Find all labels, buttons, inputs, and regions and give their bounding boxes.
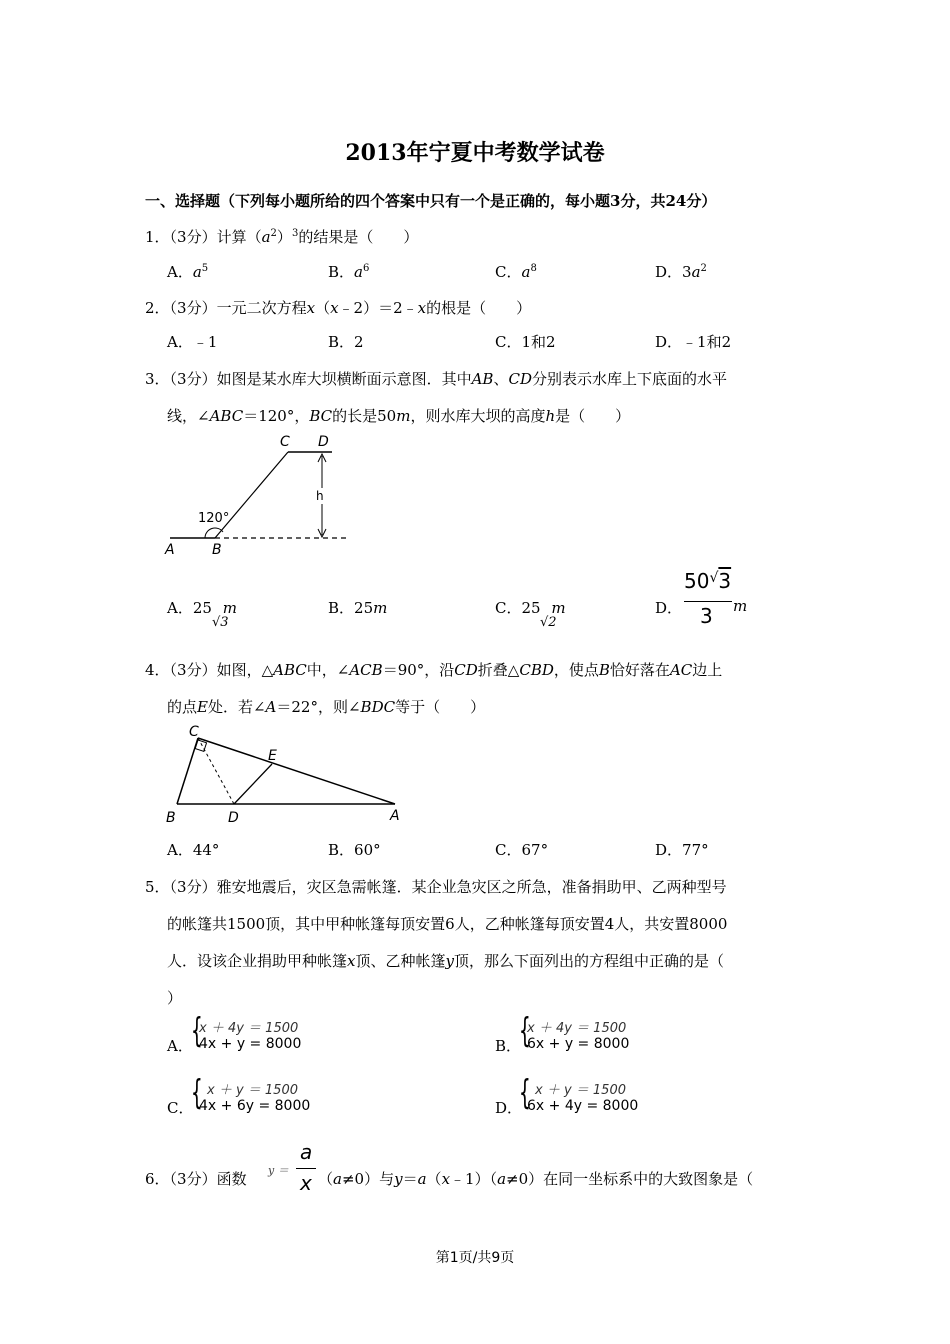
q5-option-a-label: A． xyxy=(167,1037,193,1055)
q6-fraction-denominator: x xyxy=(300,1171,312,1195)
segment-de xyxy=(234,764,272,804)
q2-option-b: B．2 xyxy=(328,333,364,351)
label-c: C xyxy=(189,724,199,740)
q5-option-a-system: x ＋ 4y ＝ 1500 4x + y = 8000 xyxy=(199,1021,302,1052)
q4-option-d: D．77° xyxy=(655,841,709,859)
side-ca xyxy=(198,738,395,804)
q5-option-d-system: x ＋ y ＝ 1500 6x + 4y = 8000 xyxy=(527,1083,639,1114)
q4-option-c: C．67° xyxy=(495,841,549,859)
angle-arc xyxy=(205,528,223,538)
q5-option-d-brace: { xyxy=(518,1073,531,1113)
question-5-line-1: 5．（3分）雅安地震后，灾区急需帐篷．某企业急灾区之所急，准备捐助甲、乙两种型号 xyxy=(145,878,727,896)
q6-fraction-numerator: a xyxy=(300,1140,313,1164)
label-d: D xyxy=(228,810,239,826)
q5-option-b-brace: { xyxy=(518,1011,531,1051)
q3-option-d-denominator: 3 xyxy=(700,604,713,628)
q2-option-c: C．1和2 xyxy=(495,333,556,351)
question-6-start: 6．（3分）函数 xyxy=(145,1170,247,1188)
q6-y-label: y ＝ xyxy=(268,1164,289,1177)
side-bc xyxy=(177,738,198,804)
q4-option-b: B．60° xyxy=(328,841,381,859)
label-b: B xyxy=(212,542,222,558)
triangle-figure xyxy=(160,722,410,830)
label-b: B xyxy=(166,810,176,826)
question-6-rest: （a≠0）与y＝a（x﹣1）（a≠0）在同一坐标系中的大致图象是（ xyxy=(318,1170,754,1188)
q6-fraction-bar xyxy=(296,1168,316,1169)
section-heading: 一、选择题（下列每小题所给的四个答案中只有一个是正确的，每小题3分，共24分） xyxy=(145,192,717,210)
q2-option-d: D．﹣1和2 xyxy=(655,333,732,351)
q5-option-b-label: B． xyxy=(495,1037,522,1055)
q5-option-d-label: D． xyxy=(495,1099,523,1117)
question-5-line-2: 的帐篷共1500顶，其中甲种帐篷每顶安置6人，乙种帐篷每顶安置4人，共安置8000 xyxy=(167,915,728,933)
label-c: C xyxy=(280,434,290,450)
label-a: A xyxy=(165,542,175,558)
q5-option-c-brace: { xyxy=(190,1073,203,1113)
q3-option-a: A．25 √3 m xyxy=(167,599,237,630)
question-5-line-4: ） xyxy=(167,989,183,1007)
question-3-line-2: 线，∠ABC＝120°，BC的长是50m，则水库大坝的高度h是（ ） xyxy=(167,407,631,425)
q5-option-c-system: x ＋ y ＝ 1500 4x + 6y = 8000 xyxy=(199,1083,311,1114)
q3-option-d-label: D． xyxy=(655,599,683,617)
page-footer: 第1页/共9页 xyxy=(435,1250,515,1266)
question-1: 1．（3分）计算$(a^2)^3$的结果是（ ） xyxy=(145,228,419,246)
q1-number: 1． xyxy=(145,228,170,246)
label-h: h xyxy=(316,489,324,503)
label-e: E xyxy=(268,748,277,764)
q3-option-d-numerator: 50√3 xyxy=(684,569,732,593)
q1-option-c: C．$a^8$ xyxy=(495,263,537,281)
q2-option-a: A．﹣1 xyxy=(167,333,218,351)
label-d: D xyxy=(318,434,329,450)
question-4-line-2: 的点E处．若∠A＝22°，则∠BDC等于（ ） xyxy=(167,698,486,716)
q3-option-d-unit: m xyxy=(733,597,748,615)
q3-option-d-bar xyxy=(684,601,732,602)
label-angle: 120° xyxy=(198,511,230,526)
question-2: 2．（3分）一元二次方程x（x﹣2）＝2﹣x的根是（ ） xyxy=(145,299,532,317)
q3-option-b: B．25m xyxy=(328,599,388,617)
q5-option-a-brace: { xyxy=(190,1011,203,1051)
label-a: A xyxy=(390,808,400,824)
q1-option-a: A．$a^5$ xyxy=(167,263,209,281)
q1-option-d: D．$3a^2$ xyxy=(655,263,707,281)
question-4-line-1: 4．（3分）如图，△ABC中，∠ACB＝90°，沿CD折叠△CBD，使点B恰好落在AC边上 xyxy=(145,661,723,679)
q1-option-b: B．$a^6$ xyxy=(328,263,370,281)
question-5-line-3: 人．设该企业捐助甲种帐篷x顶、乙种帐篷y顶，那么下面列出的方程组中正确的是（ xyxy=(167,952,724,970)
q5-option-c-label: C． xyxy=(167,1099,194,1117)
q4-option-a: A．44° xyxy=(167,841,220,859)
q3-option-c: C．25 √2 m xyxy=(495,599,566,630)
q5-option-b-system: x ＋ 4y ＝ 1500 6x + y = 8000 xyxy=(527,1021,630,1052)
dam-figure xyxy=(160,428,360,563)
question-3-line-1: 3．（3分）如图是某水库大坝横断面示意图．其中AB、CD分别表示水库上下底面的水平 xyxy=(145,370,727,388)
page-title: 2013年宁夏中考数学试卷 xyxy=(345,140,605,166)
